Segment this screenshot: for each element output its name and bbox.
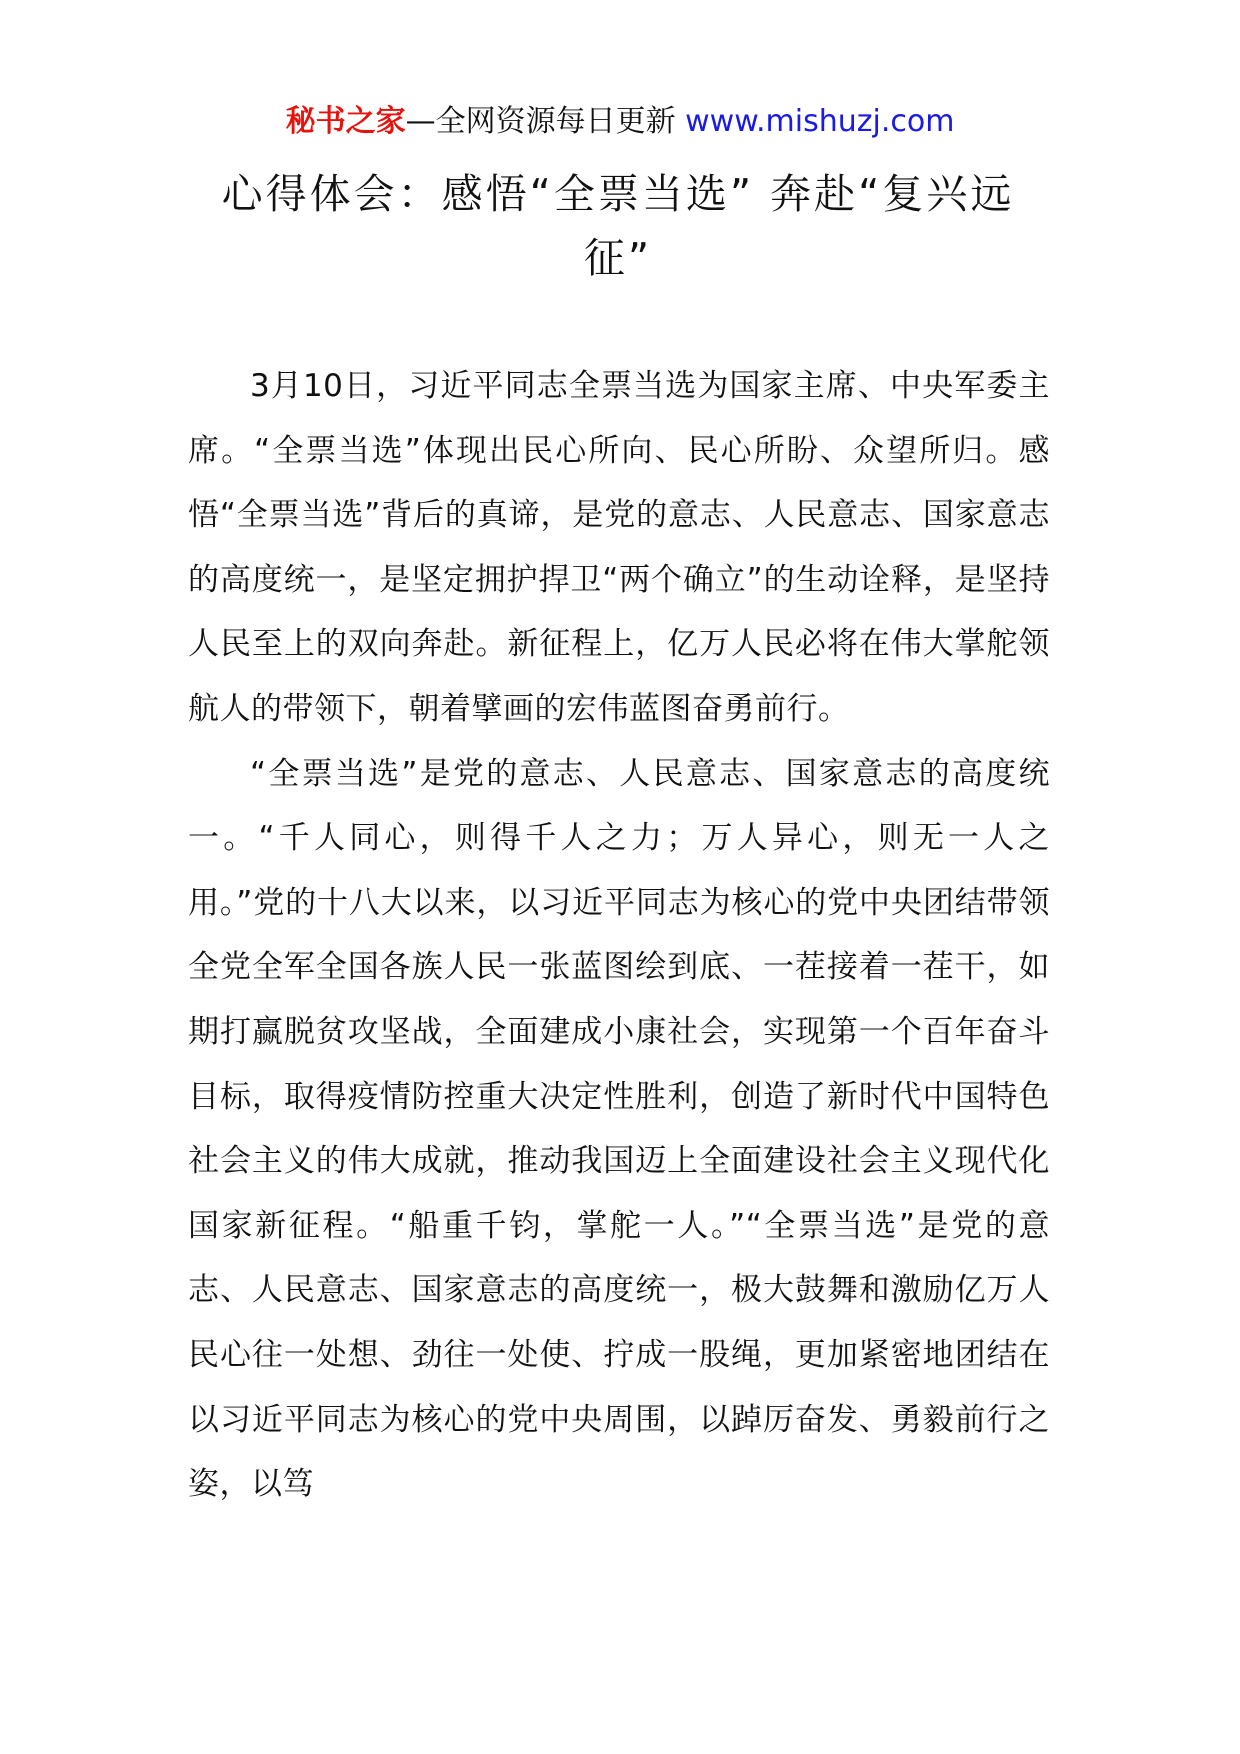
site-url-link[interactable]: www.mishuzj.com: [685, 104, 955, 139]
site-header: [0, 100, 1240, 144]
document-title: 心得体会：感悟“全票当选” 奔赴“复兴远征”: [221, 170, 1015, 282]
paragraph-2: “全票当选”是党的意志、人民意志、国家意志的高度统一。“千人同心，则得千人之力；万人异心，则无一人之用。”党的十八大以来，以习近平同志为核心的党中央团结带领全党全军全国各族人民一张蓝图绘到底、一茬接着一茬干，如期打赢脱贫攻坚战，全面建成小康社会，实现第一个百年奋斗目标，取得疫情防控重大决定性胜利，创造了新时代中国特色社会主义的伟大成就，推动我国迈上全面建设社会主义现代化国家新征程。“船重千钧，掌舵一人。”“全票当选”是党的意志、人民意志、国家意志的高度统一，极大鼓舞和激励亿万人民心往一处想、劲往一处使、拧成一股绳，更加紧密地团结在以习近平同志为核心的党中央周围，以踔厉奋发、勇毅前行之姿，以笃: [188, 755, 1050, 1503]
document-body: [188, 354, 1050, 1517]
brand-name: 秘书之家: [285, 104, 406, 139]
site-tagline: —全网资源每日更新: [405, 104, 686, 139]
paragraph-1: 3月10日，习近平同志全票当选为国家主席、中央军委主席。“全票当选”体现出民心所向、民心所盼、众望所归。感悟“全票当选”背后的真谛，是党的意志、人民意志、国家意志的高度统一，是坚定拥护捍卫“两个确立”的生动诠释，是坚持人民至上的双向奔赴。新征程上，亿万人民必将在伟大掌舵领航人的带领下，朝着擘画的宏伟蓝图奋勇前行。: [188, 368, 1050, 727]
